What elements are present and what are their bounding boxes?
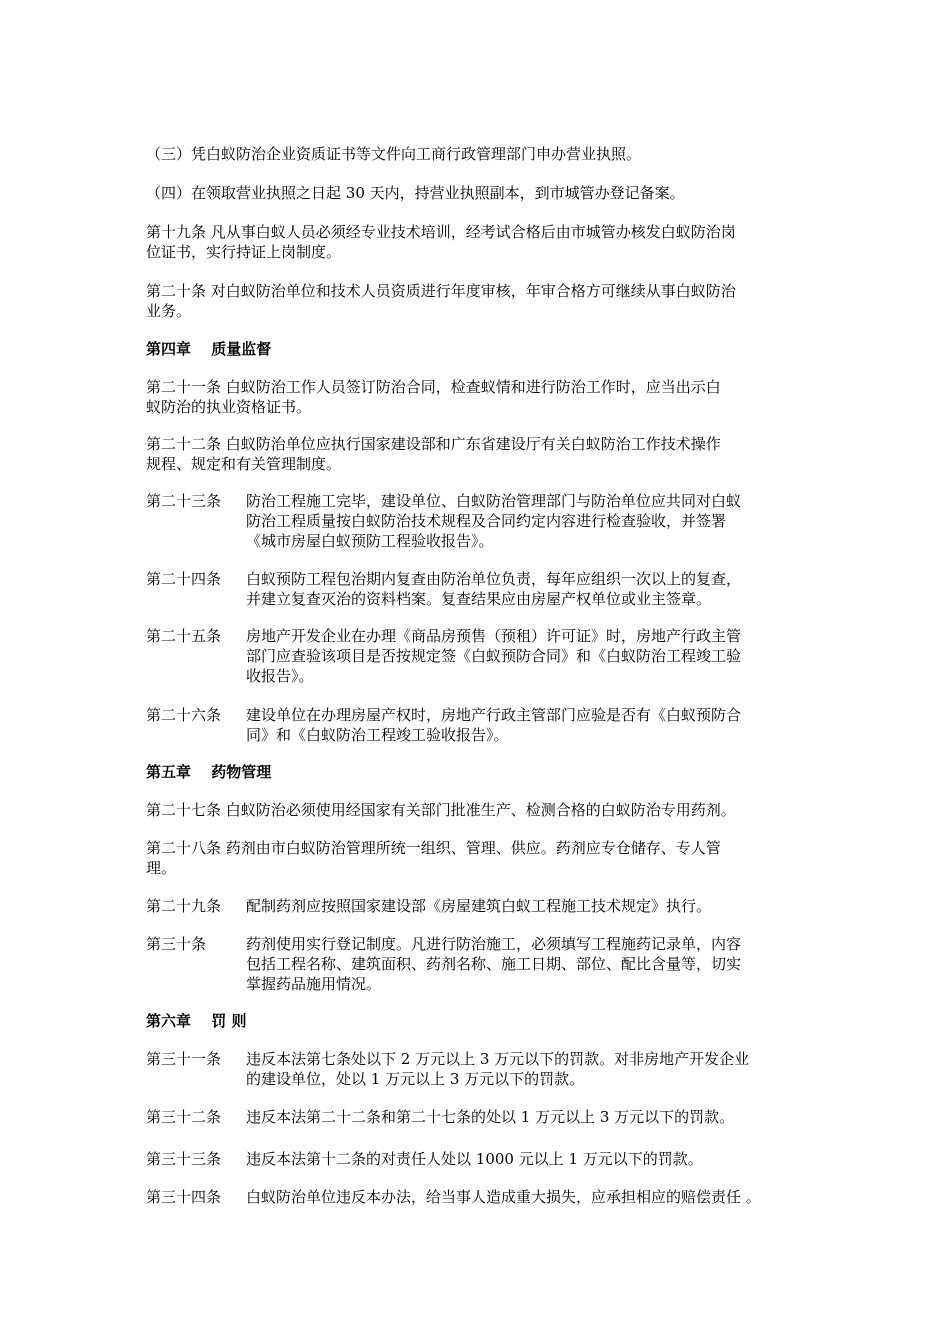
text-line: 第二十八条 药剂由市白蚁防治管理所统一组织、管理、供应。药剂应专仓储存、专人管 (146, 839, 721, 857)
text-line: （四）在领取营业执照之日起 30 天内，持营业执照副本，到市城管办登记备案。 (146, 184, 685, 202)
article-number: 第三十一条 (146, 1050, 222, 1068)
clause-4 (146, 183, 816, 203)
article-20 (146, 281, 816, 321)
clause-3 (146, 144, 816, 164)
article-number: 第二十四条 (146, 570, 222, 588)
text-line: 《城市房屋白蚁预防工程验收报告》。 (246, 532, 494, 550)
text-line: 违反本法第二十二条和第二十七条的处以 1 万元以上 3 万元以下的罚款。 (246, 1108, 735, 1126)
text-line: 规程、规定和有关管理制度。 (146, 455, 342, 473)
text-line: 位证书，实行持证上岗制度。 (146, 243, 342, 261)
text-line: 药剂使用实行登记制度。凡进行防治施工，必须填写工程施药记录单，内容 (246, 935, 742, 953)
article-number: 第三十三条 (146, 1150, 222, 1168)
article-body (246, 1107, 734, 1127)
article-body (246, 491, 741, 551)
article-number: 第二十九条 (146, 897, 222, 915)
article-number: 第三十四条 (146, 1188, 222, 1206)
article-number: 第二十五条 (146, 627, 222, 645)
text-line: 同》和《白蚁防治工程竣工验收报告》。 (246, 726, 509, 744)
text-line: 防治工程施工完毕，建设单位、白蚁防治管理部门与防治单位应共同对白蚁 (246, 492, 742, 510)
text-line: 第二十七条 白蚁防治必须使用经国家有关部门批准生产、检测合格的白蚁防治专用药剂。 (146, 801, 736, 819)
article-body (246, 934, 741, 994)
text-line: 房地产开发企业在办理《商品房预售（预租）许可证》时，房地产行政主管 (246, 627, 742, 645)
article-body (246, 896, 711, 916)
article-number: 第三十条 (146, 935, 207, 953)
chapter-6-heading: 第六章 罚 则 (146, 1012, 247, 1030)
article-number: 第二十六条 (146, 706, 222, 724)
text-line: 违反本法第七条处以下 2 万元以上 3 万元以下的罚款。对非房地产开发企业 (246, 1050, 750, 1068)
text-line: 业务。 (146, 302, 192, 320)
article-body (246, 1149, 703, 1169)
text-line: 白蚁防治单位违反本办法，给当事人造成重大损失，应承担相应的赔偿责任 。 (246, 1188, 761, 1206)
article-body (246, 705, 741, 745)
text-line: 掌握药品施用情况。 (246, 975, 382, 993)
chapter-5-heading: 第五章 药物管理 (146, 763, 272, 781)
text-line: 防治工程质量按白蚁防治技术规程及合同约定内容进行检查验收，并签署 (246, 512, 727, 530)
text-line: 第二十二条 白蚁防治单位应执行国家建设部和广东省建设厅有关白蚁防治工作技术操作 (146, 435, 721, 453)
text-line: 的建设单位，处以 1 万元以上 3 万元以下的罚款。 (246, 1070, 585, 1088)
article-body (246, 569, 741, 609)
article-number: 第二十三条 (146, 492, 222, 510)
article-number: 第三十二条 (146, 1108, 222, 1126)
article-body (246, 626, 741, 686)
text-line: 部门应查验该项目是否按规定签《白蚁预防合同》和《白蚁防治工程竣工验 (246, 647, 742, 665)
text-line: 建设单位在办理房屋产权时，房地产行政主管部门应验是否有《白蚁预防合 (246, 706, 742, 724)
text-line: （三）凭白蚁防治企业资质证书等文件向工商行政管理部门申办营业执照。 (146, 145, 642, 163)
text-line: 违反本法第十二条的对责任人处以 1000 元以上 1 万元以下的罚款。 (246, 1150, 703, 1168)
chapter-4-heading: 第四章 质量监督 (146, 340, 272, 358)
article-body (246, 1049, 749, 1089)
text-line: 包括工程名称、建筑面积、药剂名称、施工日期、部位、配比含量等，切实 (246, 955, 742, 973)
article-27 (146, 800, 816, 820)
text-line: 配制药剂应按照国家建设部《房屋建筑白蚁工程施工技术规定》执行。 (246, 897, 712, 915)
text-line: 理。 (146, 859, 177, 877)
text-line: 白蚁预防工程包治期内复查由防治单位负责，每年应组织一次以上的复查， (246, 570, 742, 588)
article-body (246, 1187, 761, 1207)
article-22 (146, 434, 816, 474)
text-line: 第二十条 对白蚁防治单位和技术人员资质进行年度审核，年审合格方可继续从事白蚁防治 (146, 282, 736, 300)
text-line: 收报告》。 (246, 667, 314, 685)
text-line: 第十九条 凡从事白蚁人员必须经专业技术培训，经考试合格后由市城管办核发白蚁防治岗 (146, 223, 736, 241)
text-line: 蚁防治的执业资格证书。 (146, 398, 312, 416)
article-21 (146, 377, 816, 417)
text-line: 第二十一条 白蚁防治工作人员签订防治合同，检查蚁情和进行防治工作时，应当出示白 (146, 378, 721, 396)
article-28 (146, 838, 816, 878)
article-19 (146, 222, 816, 262)
text-line: 并建立复查灭治的资料档案。复查结果应由房屋产权单位或业主签章。 (246, 590, 712, 608)
